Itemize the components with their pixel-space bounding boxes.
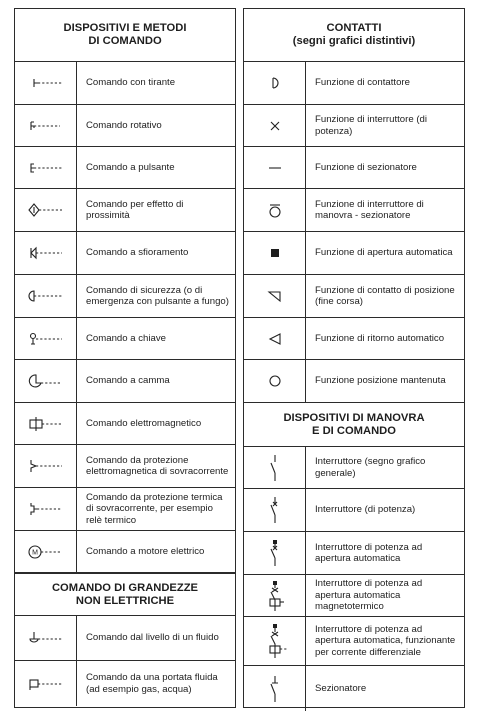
item-label: Comando a camma bbox=[86, 375, 170, 387]
push-icon bbox=[15, 147, 77, 188]
list-item bbox=[15, 661, 235, 706]
contactor-icon bbox=[244, 62, 306, 104]
list-item bbox=[244, 147, 464, 189]
section-header-switching-devices bbox=[244, 403, 464, 447]
power-switch-icon bbox=[244, 489, 306, 531]
disconnector-dash-icon bbox=[244, 147, 306, 188]
differential-breaker-icon bbox=[244, 617, 306, 665]
item-label: Sezionatore bbox=[315, 682, 367, 694]
thermomagnetic-breaker-icon bbox=[244, 575, 306, 616]
item-label: Comando a chiave bbox=[86, 332, 166, 344]
breaker-cross-icon bbox=[244, 105, 306, 146]
mushroom-icon bbox=[15, 275, 77, 317]
section-header-control-methods bbox=[15, 9, 235, 62]
list-item bbox=[244, 232, 464, 275]
item-label: Comando a pulsante bbox=[86, 161, 175, 173]
item-label: Comando da protezione termica di sovracorrente, per esempio relè termico bbox=[86, 491, 223, 526]
section-header-non-electrical bbox=[15, 573, 235, 616]
list-item bbox=[15, 445, 235, 488]
item-label: Interruttore di potenza ad apertura automatica magnetotermico bbox=[315, 578, 423, 613]
item-label: Funzione di contattore bbox=[315, 77, 410, 89]
key-icon bbox=[15, 318, 77, 359]
list-item bbox=[244, 318, 464, 360]
control-methods-table bbox=[14, 8, 236, 708]
list-item bbox=[244, 105, 464, 147]
maintained-circle-icon bbox=[244, 360, 306, 402]
contacts-table bbox=[243, 8, 465, 708]
list-item bbox=[244, 360, 464, 403]
section-header-contacts bbox=[244, 9, 464, 62]
item-label: Comando con tirante bbox=[86, 77, 176, 89]
list-item bbox=[244, 189, 464, 232]
list-item bbox=[15, 232, 235, 275]
rotary-icon bbox=[15, 105, 77, 146]
list-item bbox=[15, 488, 235, 531]
header-text: COMANDO DI GRANDEZZE NON ELETTRICHE bbox=[51, 581, 199, 607]
header-text: CONTATTI (segni grafici distintivi) bbox=[292, 22, 416, 47]
list-item bbox=[15, 189, 235, 232]
header-text: DISPOSITIVI DI MANOVRA E DI COMANDO bbox=[283, 411, 425, 437]
em-overcurrent-icon bbox=[15, 445, 77, 487]
motor-icon bbox=[15, 531, 77, 572]
limit-switch-icon bbox=[244, 275, 306, 317]
switch-disconnector-icon bbox=[244, 189, 306, 231]
list-item bbox=[244, 62, 464, 105]
item-label: Comando per effetto di prossimità bbox=[86, 198, 184, 221]
item-label: Funzione di ritorno automatico bbox=[315, 332, 445, 344]
list-item bbox=[244, 666, 464, 711]
item-label: Funzione di contatto di posizione (fine corsa) bbox=[315, 284, 455, 307]
fluid-level-icon bbox=[15, 616, 77, 660]
list-item bbox=[244, 447, 464, 489]
item-label: Funzione di interruttore (di potenza) bbox=[315, 114, 427, 137]
item-label: Interruttore di potenza ad apertura automatica, funzionante per corrente differenziale bbox=[315, 623, 456, 658]
list-item bbox=[15, 62, 235, 105]
list-item bbox=[244, 275, 464, 318]
item-label: Comando da una portata fluida (ad esempio gas, acqua) bbox=[86, 672, 218, 695]
list-item bbox=[15, 147, 235, 189]
list-item bbox=[15, 360, 235, 403]
list-item bbox=[244, 617, 464, 666]
item-label: Interruttore (segno grafico generale) bbox=[315, 456, 426, 479]
auto-return-triangle-icon bbox=[244, 318, 306, 359]
item-label: Interruttore di potenza ad apertura automatica bbox=[315, 541, 423, 564]
item-label: Comando a sfioramento bbox=[86, 247, 189, 259]
item-label: Funzione posizione mantenuta bbox=[315, 375, 446, 387]
fluid-flow-icon bbox=[15, 661, 77, 706]
svg-text:M: M bbox=[31, 549, 38, 556]
list-item bbox=[244, 575, 464, 617]
touch-icon bbox=[15, 232, 77, 274]
item-label: Funzione di interruttore di manovra - sezionatore bbox=[315, 198, 424, 221]
switch-general-icon bbox=[244, 447, 306, 488]
item-label: Comando a motore elettrico bbox=[86, 545, 205, 557]
item-label: Comando dal livello di un fluido bbox=[86, 632, 219, 644]
disconnector-switch-icon bbox=[244, 666, 306, 711]
item-label: Comando di sicurezza (o di emergenza con pulsante a fungo) bbox=[86, 284, 229, 307]
cam-icon bbox=[15, 360, 77, 402]
list-item bbox=[15, 531, 235, 573]
list-item bbox=[15, 318, 235, 360]
proximity-icon bbox=[15, 189, 77, 231]
auto-breaker-icon bbox=[244, 532, 306, 574]
item-label: Comando elettromagnetico bbox=[86, 417, 202, 429]
header-text: DISPOSITIVI E METODI DI COMANDO bbox=[63, 22, 187, 47]
electromagnetic-icon bbox=[15, 403, 77, 444]
item-label: Comando da protezione elettromagnetica di sovracorrente bbox=[86, 454, 229, 477]
list-item bbox=[15, 616, 235, 661]
thermal-overcurrent-icon bbox=[15, 488, 77, 530]
list-item bbox=[244, 532, 464, 575]
pull-icon bbox=[15, 62, 77, 104]
list-item bbox=[15, 275, 235, 318]
item-label: Funzione di sezionatore bbox=[315, 161, 417, 173]
list-item bbox=[244, 489, 464, 532]
item-label: Funzione di apertura automatica bbox=[315, 247, 453, 259]
auto-open-square-icon bbox=[244, 232, 306, 274]
item-label: Comando rotativo bbox=[86, 119, 162, 131]
list-item bbox=[15, 403, 235, 445]
list-item bbox=[15, 105, 235, 147]
item-label: Interruttore (di potenza) bbox=[315, 504, 416, 516]
